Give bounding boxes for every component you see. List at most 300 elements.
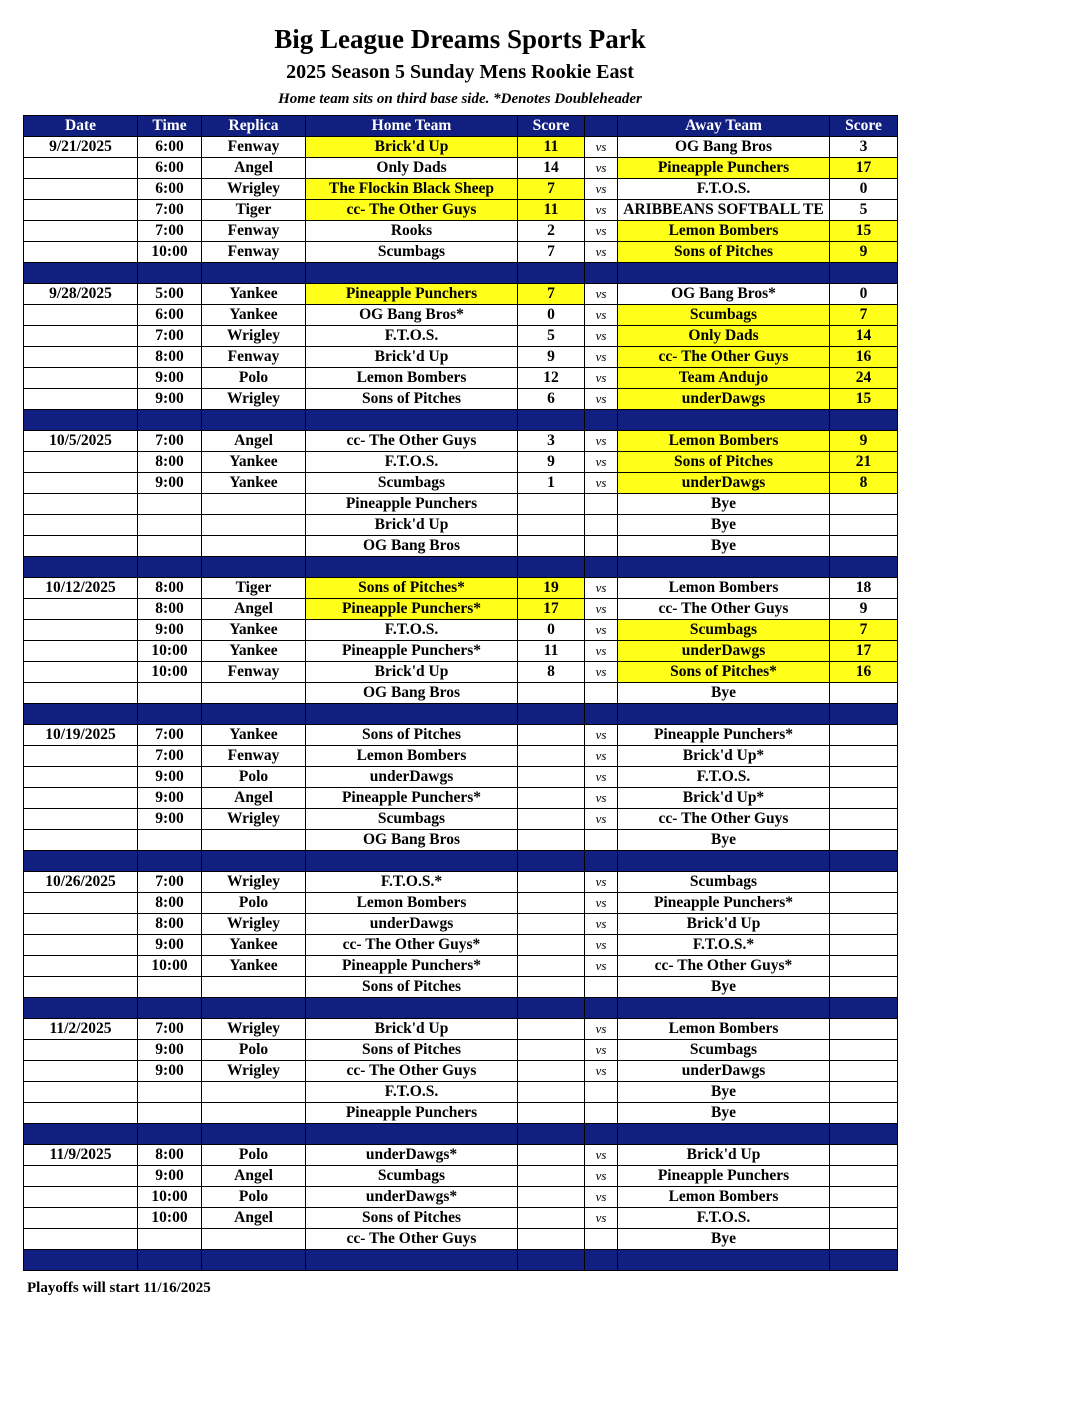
game-date: 11/2/2025	[24, 1019, 138, 1040]
home-team: underDawgs*	[306, 1145, 518, 1166]
game-time: 7:00	[138, 746, 202, 767]
game-date	[24, 389, 138, 410]
away-team: cc- The Other Guys*	[618, 956, 830, 977]
separator-cell	[585, 410, 618, 431]
separator-cell	[830, 1250, 898, 1271]
home-score: 14	[518, 158, 585, 179]
game-time	[138, 515, 202, 536]
game-field: Yankee	[202, 641, 306, 662]
home-team: cc- The Other Guys*	[306, 935, 518, 956]
game-field: Fenway	[202, 242, 306, 263]
game-date	[24, 347, 138, 368]
home-team: Brick'd Up	[306, 1019, 518, 1040]
separator-cell	[585, 704, 618, 725]
game-field: Wrigley	[202, 179, 306, 200]
game-field: Yankee	[202, 473, 306, 494]
away-team: underDawgs	[618, 1061, 830, 1082]
separator-cell	[618, 557, 830, 578]
game-row	[24, 452, 898, 473]
game-field	[202, 1103, 306, 1124]
away-score: 7	[830, 620, 898, 641]
home-score	[518, 935, 585, 956]
away-score	[830, 956, 898, 977]
away-score: 0	[830, 179, 898, 200]
vs-label: vs	[585, 893, 618, 914]
away-score	[830, 809, 898, 830]
game-row	[24, 746, 898, 767]
home-score	[518, 1040, 585, 1061]
game-field	[202, 494, 306, 515]
away-score: 0	[830, 284, 898, 305]
col-replica: Replica	[202, 116, 306, 137]
game-field: Wrigley	[202, 1019, 306, 1040]
game-date: 11/9/2025	[24, 1145, 138, 1166]
game-date	[24, 599, 138, 620]
game-field: Yankee	[202, 725, 306, 746]
vs-label: vs	[585, 368, 618, 389]
away-team: underDawgs	[618, 473, 830, 494]
game-row	[24, 725, 898, 746]
vs-label: vs	[585, 1145, 618, 1166]
home-score: 8	[518, 662, 585, 683]
game-date	[24, 1103, 138, 1124]
game-time: 7:00	[138, 200, 202, 221]
separator-cell	[585, 998, 618, 1019]
home-score	[518, 893, 585, 914]
game-time: 9:00	[138, 389, 202, 410]
away-team: Bye	[618, 515, 830, 536]
game-field: Polo	[202, 1187, 306, 1208]
separator-cell	[830, 1124, 898, 1145]
vs-label: vs	[585, 284, 618, 305]
away-score: 7	[830, 305, 898, 326]
game-row	[24, 158, 898, 179]
vs-label	[585, 515, 618, 536]
away-team: Brick'd Up	[618, 914, 830, 935]
separator-cell	[585, 851, 618, 872]
game-row	[24, 1208, 898, 1229]
away-score	[830, 683, 898, 704]
home-score: 0	[518, 620, 585, 641]
vs-label: vs	[585, 452, 618, 473]
game-time	[138, 1103, 202, 1124]
away-team: Bye	[618, 683, 830, 704]
home-team: Pineapple Punchers	[306, 494, 518, 515]
game-row	[24, 809, 898, 830]
game-time: 10:00	[138, 1208, 202, 1229]
game-field: Angel	[202, 788, 306, 809]
home-score: 1	[518, 473, 585, 494]
away-score: 17	[830, 641, 898, 662]
separator-cell	[202, 704, 306, 725]
away-team: Brick'd Up*	[618, 788, 830, 809]
home-team: Brick'd Up	[306, 137, 518, 158]
page-title: Big League Dreams Sports Park	[274, 24, 646, 54]
separator-cell	[202, 263, 306, 284]
away-team: Bye	[618, 536, 830, 557]
game-date	[24, 200, 138, 221]
game-field: Fenway	[202, 662, 306, 683]
away-team: Scumbags	[618, 620, 830, 641]
game-date	[24, 683, 138, 704]
home-team: cc- The Other Guys	[306, 200, 518, 221]
game-field: Polo	[202, 368, 306, 389]
home-team: Sons of Pitches	[306, 977, 518, 998]
game-field: Polo	[202, 1040, 306, 1061]
home-team: F.T.O.S.	[306, 452, 518, 473]
away-score	[830, 914, 898, 935]
game-date	[24, 494, 138, 515]
game-time	[138, 683, 202, 704]
away-team: Pineapple Punchers	[618, 1166, 830, 1187]
col-home-team: Home Team	[306, 116, 518, 137]
game-time: 10:00	[138, 242, 202, 263]
away-team: underDawgs	[618, 389, 830, 410]
game-date	[24, 1208, 138, 1229]
game-row	[24, 347, 898, 368]
away-team: Sons of Pitches*	[618, 662, 830, 683]
game-time: 9:00	[138, 788, 202, 809]
game-field	[202, 683, 306, 704]
game-row	[24, 389, 898, 410]
game-date	[24, 1082, 138, 1103]
home-score: 6	[518, 389, 585, 410]
game-time: 9:00	[138, 1166, 202, 1187]
game-field	[202, 1082, 306, 1103]
separator-cell	[24, 1250, 138, 1271]
home-score	[518, 809, 585, 830]
separator-cell	[618, 1250, 830, 1271]
separator-cell	[202, 410, 306, 431]
away-team: Scumbags	[618, 872, 830, 893]
game-time: 8:00	[138, 599, 202, 620]
away-score	[830, 536, 898, 557]
game-time: 10:00	[138, 1187, 202, 1208]
vs-label: vs	[585, 788, 618, 809]
game-date	[24, 1229, 138, 1250]
away-team: Pineapple Punchers*	[618, 725, 830, 746]
week-separator	[24, 704, 898, 725]
away-score	[830, 893, 898, 914]
game-date	[24, 1061, 138, 1082]
home-team: Scumbags	[306, 809, 518, 830]
home-score	[518, 1103, 585, 1124]
game-date	[24, 242, 138, 263]
home-score	[518, 725, 585, 746]
game-field	[202, 977, 306, 998]
away-team: Bye	[618, 1229, 830, 1250]
game-field: Polo	[202, 893, 306, 914]
game-time: 9:00	[138, 809, 202, 830]
home-score: 11	[518, 200, 585, 221]
away-score: 8	[830, 473, 898, 494]
away-team: F.T.O.S.	[618, 767, 830, 788]
away-team: Only Dads	[618, 326, 830, 347]
home-team: F.T.O.S.	[306, 1082, 518, 1103]
home-score	[518, 1166, 585, 1187]
game-date	[24, 914, 138, 935]
away-team: Lemon Bombers	[618, 1187, 830, 1208]
separator-cell	[618, 410, 830, 431]
game-row	[24, 599, 898, 620]
separator-cell	[618, 998, 830, 1019]
separator-cell	[585, 1250, 618, 1271]
separator-cell	[24, 704, 138, 725]
game-row	[24, 200, 898, 221]
vs-label: vs	[585, 1040, 618, 1061]
home-score	[518, 1187, 585, 1208]
game-time: 9:00	[138, 620, 202, 641]
game-row	[24, 179, 898, 200]
game-row	[24, 662, 898, 683]
game-field: Fenway	[202, 137, 306, 158]
away-team: Lemon Bombers	[618, 221, 830, 242]
game-field: Tiger	[202, 578, 306, 599]
home-score: 19	[518, 578, 585, 599]
home-team: Pineapple Punchers*	[306, 956, 518, 977]
away-team: Brick'd Up	[618, 1145, 830, 1166]
separator-cell	[306, 410, 518, 431]
home-score: 17	[518, 599, 585, 620]
vs-label: vs	[585, 1187, 618, 1208]
game-time	[138, 494, 202, 515]
game-row	[24, 1082, 898, 1103]
game-row	[24, 935, 898, 956]
separator-cell	[518, 1124, 585, 1145]
away-team: Pineapple Punchers	[618, 158, 830, 179]
vs-label: vs	[585, 725, 618, 746]
home-score: 11	[518, 641, 585, 662]
game-row	[24, 536, 898, 557]
separator-cell	[585, 263, 618, 284]
game-date	[24, 977, 138, 998]
game-field: Angel	[202, 1166, 306, 1187]
vs-label: vs	[585, 179, 618, 200]
separator-cell	[138, 1250, 202, 1271]
separator-cell	[830, 263, 898, 284]
away-score: 21	[830, 452, 898, 473]
home-team: Brick'd Up	[306, 347, 518, 368]
header-row	[24, 116, 898, 137]
game-time	[138, 536, 202, 557]
game-date	[24, 368, 138, 389]
game-time: 8:00	[138, 914, 202, 935]
home-score	[518, 956, 585, 977]
vs-label: vs	[585, 305, 618, 326]
vs-label	[585, 1103, 618, 1124]
home-team: Brick'd Up	[306, 515, 518, 536]
home-score	[518, 872, 585, 893]
vs-label: vs	[585, 137, 618, 158]
home-score: 12	[518, 368, 585, 389]
game-row	[24, 893, 898, 914]
vs-label	[585, 494, 618, 515]
away-team: Scumbags	[618, 305, 830, 326]
separator-cell	[24, 410, 138, 431]
away-team: Bye	[618, 1103, 830, 1124]
week-separator	[24, 557, 898, 578]
separator-cell	[138, 998, 202, 1019]
away-score	[830, 1229, 898, 1250]
away-team: Sons of Pitches	[618, 452, 830, 473]
home-team: Pineapple Punchers*	[306, 641, 518, 662]
separator-cell	[138, 263, 202, 284]
vs-label: vs	[585, 872, 618, 893]
game-time: 7:00	[138, 725, 202, 746]
away-score: 9	[830, 242, 898, 263]
game-row	[24, 368, 898, 389]
home-score: 9	[518, 347, 585, 368]
home-team: underDawgs	[306, 767, 518, 788]
away-team: Brick'd Up*	[618, 746, 830, 767]
away-score: 15	[830, 389, 898, 410]
home-team: F.T.O.S.	[306, 620, 518, 641]
game-field: Yankee	[202, 956, 306, 977]
vs-label: vs	[585, 242, 618, 263]
away-team: Bye	[618, 1082, 830, 1103]
game-field: Yankee	[202, 620, 306, 641]
game-time: 10:00	[138, 641, 202, 662]
away-team: F.T.O.S.	[618, 179, 830, 200]
home-score	[518, 830, 585, 851]
away-team: Bye	[618, 830, 830, 851]
separator-cell	[202, 557, 306, 578]
game-date	[24, 809, 138, 830]
home-score	[518, 1208, 585, 1229]
home-team: OG Bang Bros*	[306, 305, 518, 326]
game-row	[24, 137, 898, 158]
separator-cell	[202, 998, 306, 1019]
game-time: 7:00	[138, 1019, 202, 1040]
vs-label: vs	[585, 641, 618, 662]
away-score	[830, 788, 898, 809]
game-field: Yankee	[202, 452, 306, 473]
game-date	[24, 935, 138, 956]
home-score: 7	[518, 284, 585, 305]
away-score	[830, 1040, 898, 1061]
vs-label	[585, 1229, 618, 1250]
home-team: Sons of Pitches	[306, 725, 518, 746]
home-team: Scumbags	[306, 242, 518, 263]
home-score	[518, 494, 585, 515]
separator-cell	[518, 1250, 585, 1271]
away-score: 24	[830, 368, 898, 389]
game-date: 9/21/2025	[24, 137, 138, 158]
away-score	[830, 1166, 898, 1187]
game-row	[24, 1145, 898, 1166]
playoffs-note: Playoffs will start 11/16/2025	[27, 1280, 211, 1296]
game-date	[24, 1187, 138, 1208]
game-row	[24, 305, 898, 326]
game-time	[138, 830, 202, 851]
away-score: 14	[830, 326, 898, 347]
week-separator	[24, 851, 898, 872]
away-team: cc- The Other Guys	[618, 347, 830, 368]
game-row	[24, 1187, 898, 1208]
away-team: Pineapple Punchers*	[618, 893, 830, 914]
home-score	[518, 788, 585, 809]
game-date	[24, 179, 138, 200]
game-date	[24, 746, 138, 767]
game-field: Yankee	[202, 935, 306, 956]
game-date	[24, 893, 138, 914]
game-time: 6:00	[138, 158, 202, 179]
vs-label: vs	[585, 347, 618, 368]
separator-cell	[24, 998, 138, 1019]
page-subtitle: 2025 Season 5 Sunday Mens Rookie East	[286, 61, 634, 83]
away-score: 5	[830, 200, 898, 221]
vs-label: vs	[585, 389, 618, 410]
game-field: Fenway	[202, 746, 306, 767]
away-score: 16	[830, 662, 898, 683]
home-score	[518, 1019, 585, 1040]
home-team: Brick'd Up	[306, 662, 518, 683]
separator-cell	[830, 557, 898, 578]
home-team: F.T.O.S.*	[306, 872, 518, 893]
vs-label	[585, 683, 618, 704]
home-score	[518, 1229, 585, 1250]
separator-cell	[618, 263, 830, 284]
game-field: Fenway	[202, 347, 306, 368]
away-team: Bye	[618, 494, 830, 515]
home-team: The Flockin Black Sheep	[306, 179, 518, 200]
home-team: underDawgs	[306, 914, 518, 935]
home-score: 2	[518, 221, 585, 242]
week-separator	[24, 1124, 898, 1145]
game-field	[202, 515, 306, 536]
game-date	[24, 305, 138, 326]
game-field	[202, 1229, 306, 1250]
game-field: Angel	[202, 1208, 306, 1229]
vs-label: vs	[585, 914, 618, 935]
game-date	[24, 788, 138, 809]
separator-cell	[138, 704, 202, 725]
game-row	[24, 1229, 898, 1250]
game-row	[24, 221, 898, 242]
game-date	[24, 221, 138, 242]
game-row	[24, 914, 898, 935]
away-score: 9	[830, 431, 898, 452]
game-field: Angel	[202, 599, 306, 620]
game-time: 9:00	[138, 1040, 202, 1061]
game-time: 6:00	[138, 305, 202, 326]
week-separator	[24, 263, 898, 284]
game-time	[138, 1082, 202, 1103]
game-row	[24, 578, 898, 599]
home-score	[518, 977, 585, 998]
vs-label: vs	[585, 578, 618, 599]
schedule-body	[24, 137, 898, 1271]
home-team: Sons of Pitches	[306, 389, 518, 410]
game-date	[24, 515, 138, 536]
vs-label: vs	[585, 431, 618, 452]
game-time: 7:00	[138, 221, 202, 242]
vs-label: vs	[585, 1208, 618, 1229]
game-date	[24, 830, 138, 851]
away-score	[830, 767, 898, 788]
home-score	[518, 536, 585, 557]
away-team: underDawgs	[618, 641, 830, 662]
game-row	[24, 830, 898, 851]
home-team: Lemon Bombers	[306, 368, 518, 389]
game-time: 10:00	[138, 956, 202, 977]
game-row	[24, 767, 898, 788]
game-field: Wrigley	[202, 389, 306, 410]
away-score	[830, 977, 898, 998]
col-home-score: Score	[518, 116, 585, 137]
home-score: 9	[518, 452, 585, 473]
vs-label: vs	[585, 1061, 618, 1082]
